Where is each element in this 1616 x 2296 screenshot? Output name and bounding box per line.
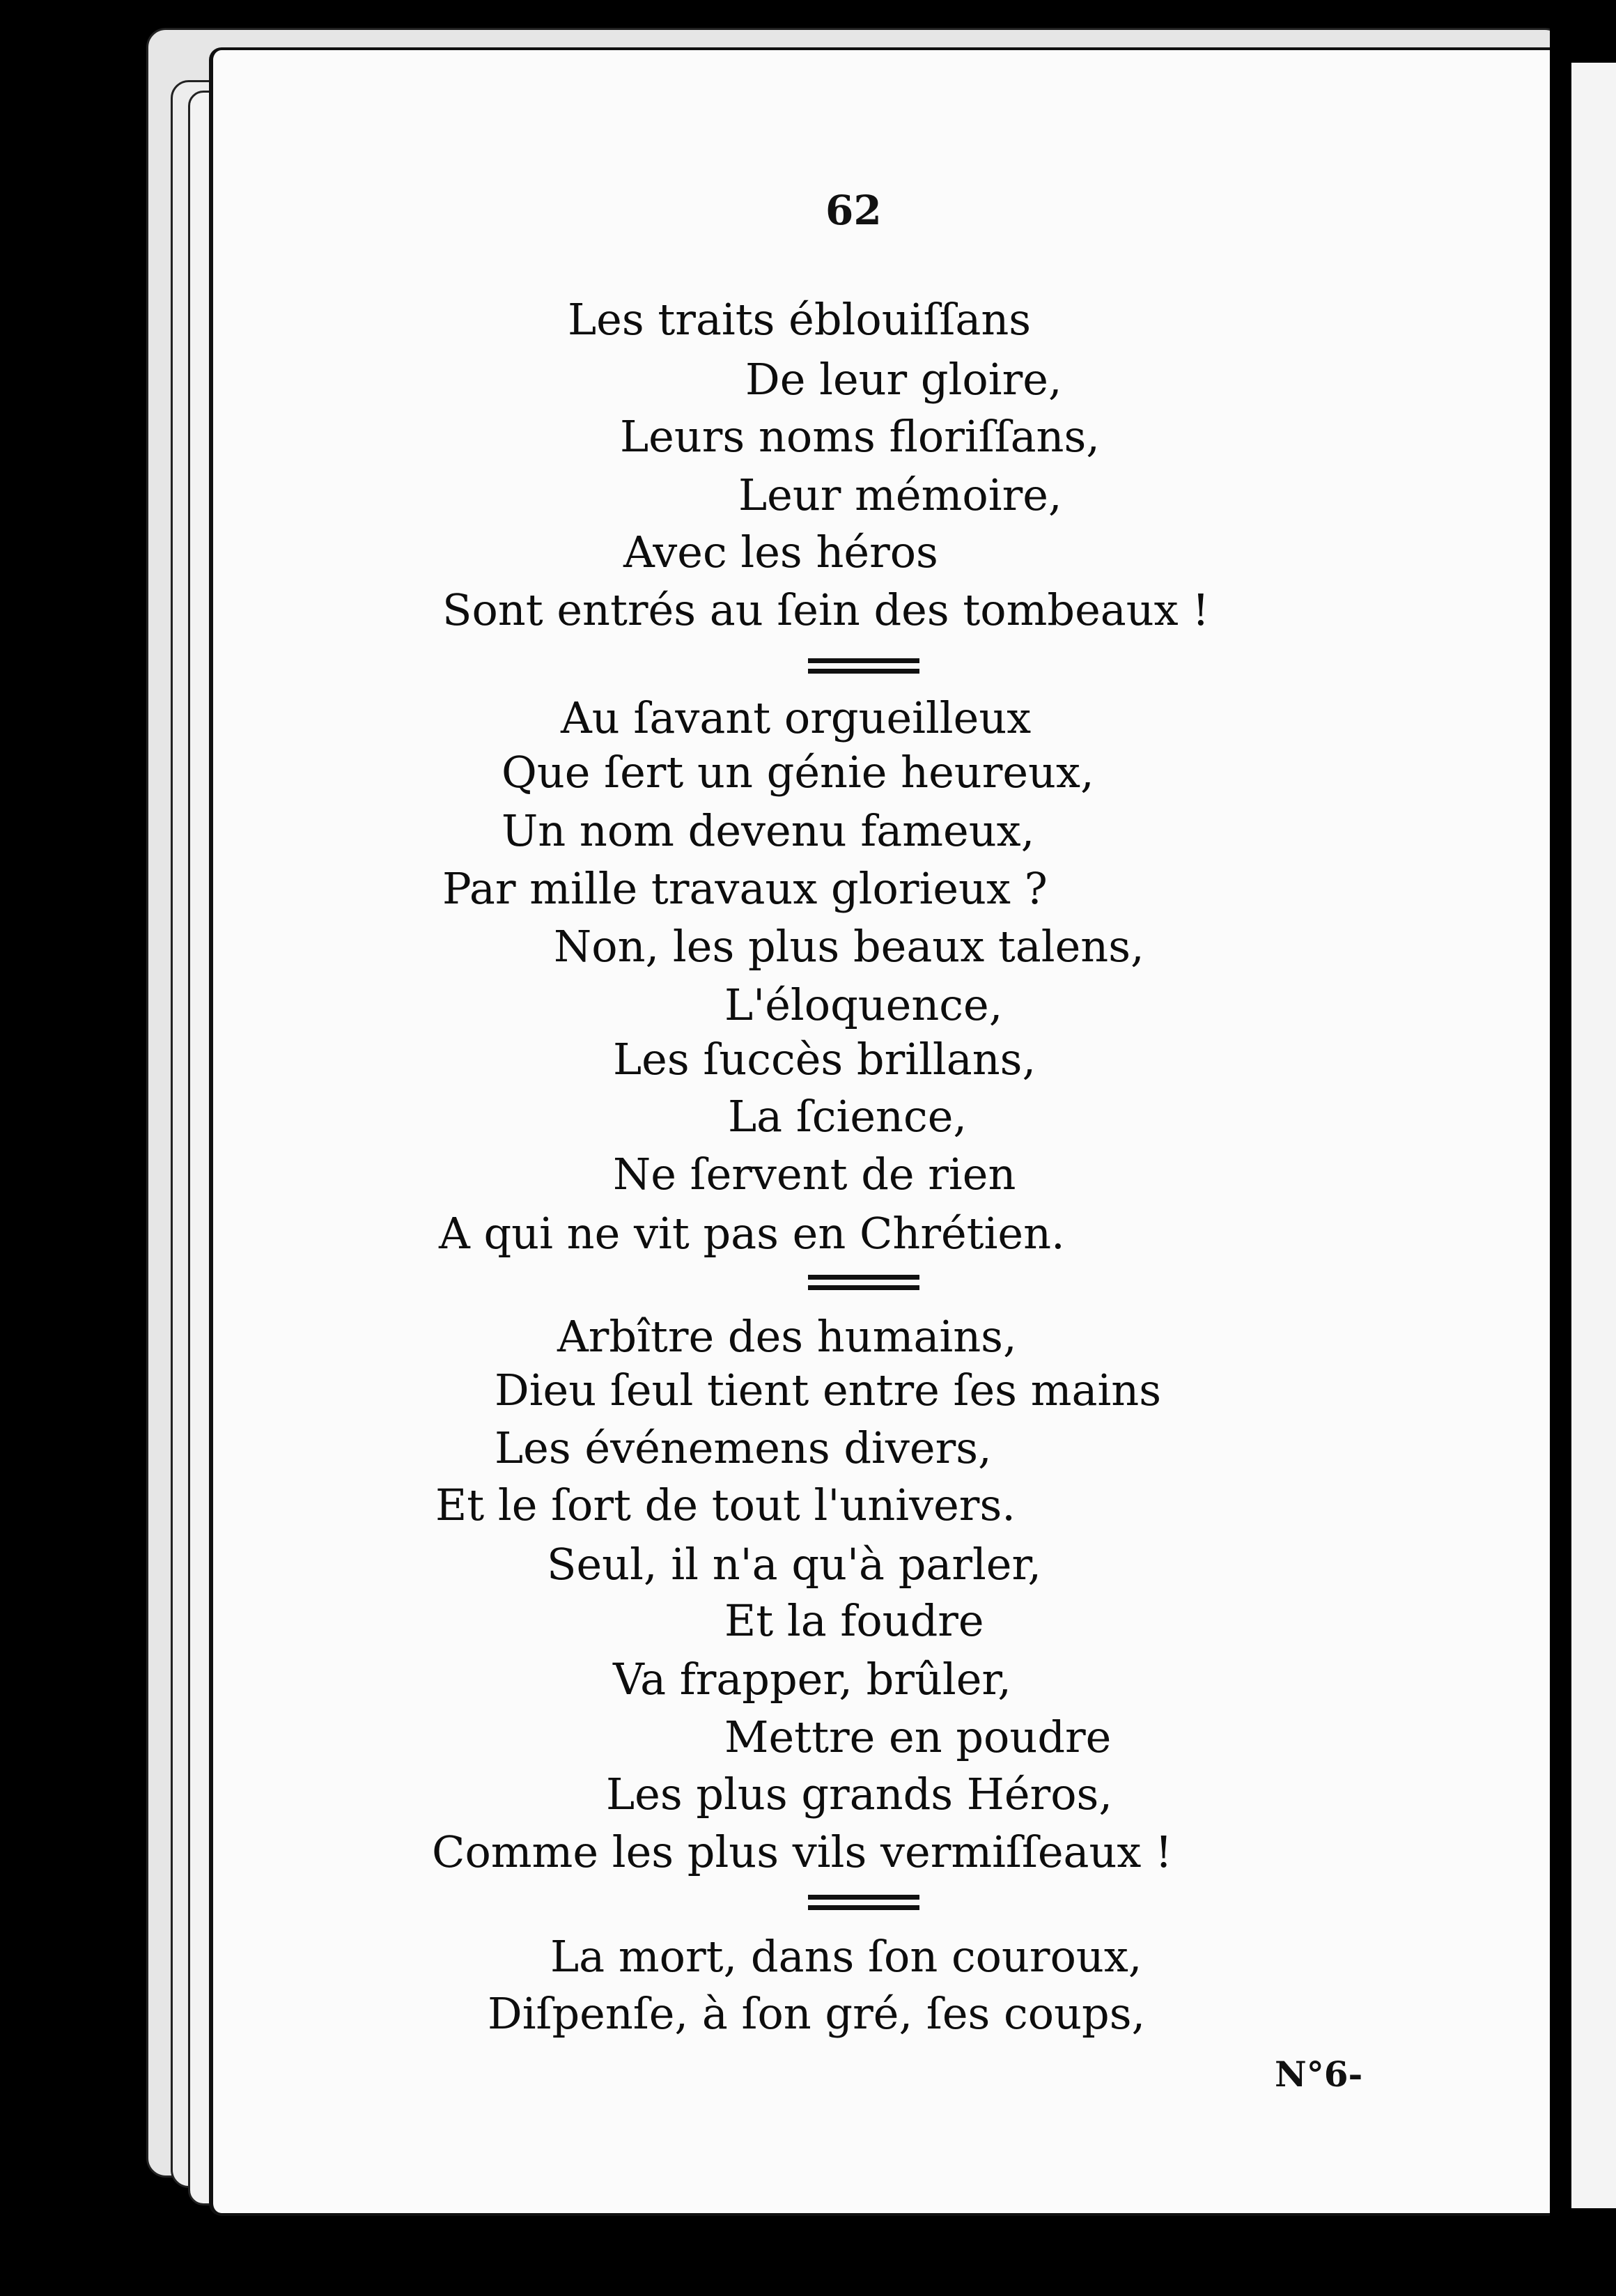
verse-line: Va frapper, brûler, — [613, 1654, 1011, 1705]
page-number: 62 — [825, 187, 882, 234]
verse-line: Diſpenſe, à ſon gré, ſes coups, — [488, 1988, 1146, 2039]
verse-line: Ne ſervent de rien — [613, 1149, 1016, 1200]
verse-line: Les traits éblouiſſans — [568, 294, 1032, 345]
stanza-divider — [808, 1275, 919, 1290]
verse-line: Les ſuccès brillans, — [613, 1034, 1036, 1085]
verse-line: Comme les plus vils vermiſſeaux ! — [432, 1826, 1173, 1877]
verse-line: Avec les héros — [623, 527, 938, 577]
verse-line: Dieu ſeul tient entre ſes mains — [495, 1365, 1162, 1415]
verse-line: Et la foudre — [724, 1595, 984, 1646]
stanza-divider — [808, 1895, 919, 1910]
verse-line: L'éloquence, — [724, 979, 1003, 1030]
verse-line: Non, les plus beaux talens, — [554, 921, 1144, 972]
verse-line: Par mille travaux glorieux ? — [442, 863, 1048, 914]
verse-line: La mort, dans ſon couroux, — [550, 1931, 1142, 1982]
verse-line: Au ſavant orgueilleux — [561, 692, 1032, 743]
verse-line: Sont entrés au ſein des tombeaux ! — [442, 584, 1210, 635]
verse-line: De leur gloire, — [745, 354, 1062, 405]
stanza-divider — [808, 658, 919, 674]
verse-line: Leur mémoire, — [738, 470, 1062, 520]
verse-line: A qui ne vit pas en Chrétien. — [439, 1208, 1065, 1259]
verse-line: Et le ſort de tout l'univers. — [435, 1480, 1016, 1530]
verse-line: Seul, il n'a qu'à parler, — [547, 1539, 1042, 1590]
catchword: N°6- — [1275, 2054, 1363, 2095]
verse-line: Mettre en poudre — [724, 1712, 1112, 1762]
verse-line: Les événemens divers, — [495, 1422, 992, 1473]
verse-line: Un nom devenu fameux, — [502, 805, 1035, 856]
verse-line: Que ſert un génie heureux, — [502, 747, 1094, 798]
verse-line: Leurs noms floriſſans, — [620, 411, 1100, 462]
verse-line: Arbître des humains, — [557, 1311, 1017, 1362]
verse-line: Les plus grands Héros, — [606, 1769, 1113, 1820]
facing-page-edge — [1566, 63, 1616, 2208]
verse-line: La ſcience, — [728, 1091, 968, 1142]
